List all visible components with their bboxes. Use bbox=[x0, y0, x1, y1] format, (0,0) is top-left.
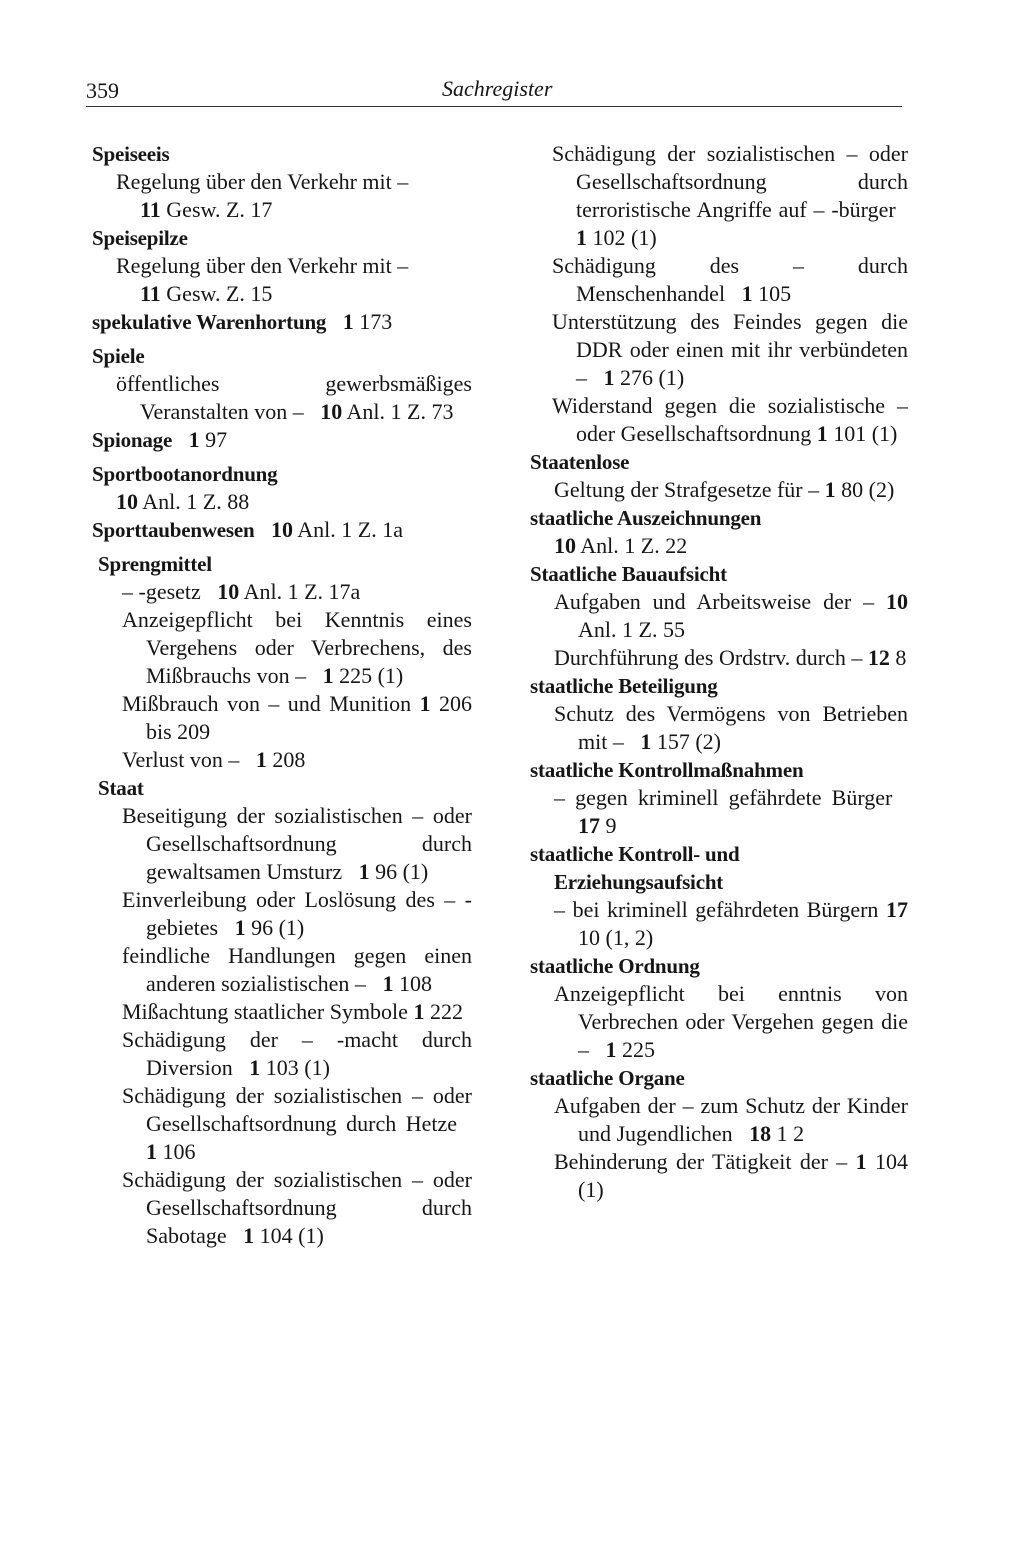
sub-entry bbox=[554, 980, 908, 1064]
entry-head: staatliche Auszeichnungen bbox=[530, 506, 762, 530]
sub-entry bbox=[554, 1148, 908, 1204]
entry-head: spekulative Warenhortung bbox=[92, 310, 327, 334]
right-column bbox=[530, 140, 908, 1204]
entry-text: – bei kriminell gefährdeten Bürgern bbox=[554, 897, 879, 922]
index-entry bbox=[530, 672, 908, 756]
sub-entry bbox=[122, 606, 472, 690]
sub-entry bbox=[552, 252, 908, 308]
sub-entry bbox=[554, 896, 908, 952]
reference-number: 1 bbox=[382, 971, 394, 996]
entry-text: 108 bbox=[393, 971, 432, 996]
entry-head: staatliche Kontrollmaßnahmen bbox=[530, 758, 804, 782]
entry-text: Anl. 1 Z. 55 bbox=[578, 617, 685, 642]
index-entry bbox=[98, 774, 472, 1250]
entry-text: Schädigung der sozialistischen – oder Gesellschaftsordnung durch terroristische Angriffe auf – -bürger bbox=[552, 141, 908, 222]
index-entry bbox=[92, 224, 472, 308]
reference-number: 1 bbox=[816, 421, 828, 446]
entry-text: Unterstützung des Feindes gegen die DDR oder einen mit ihr verbündeten – bbox=[552, 309, 908, 390]
sub-entry bbox=[122, 690, 472, 746]
left-column bbox=[92, 140, 472, 1250]
index-entry bbox=[98, 550, 472, 774]
entry-head: staatliche Organe bbox=[530, 1066, 685, 1090]
index-entry bbox=[92, 140, 472, 224]
sub-entry bbox=[122, 998, 472, 1026]
entry-head: staatliche Beteiligung bbox=[530, 674, 718, 698]
sub-entry bbox=[554, 476, 908, 504]
page-header bbox=[86, 74, 902, 107]
entry-text: Mißachtung staatlicher Symbole bbox=[122, 999, 408, 1024]
entry-head: Staat bbox=[98, 776, 144, 800]
index-entry bbox=[92, 342, 472, 426]
reference-number: 1 bbox=[576, 225, 587, 250]
sub-entry bbox=[554, 700, 908, 756]
reference-number: 1 bbox=[640, 729, 652, 754]
index-entry bbox=[528, 140, 908, 448]
entry-head: Speisepilze bbox=[92, 226, 188, 250]
entry-text: Mißbrauch von – und Munition bbox=[122, 691, 412, 716]
entry-head: Spionage bbox=[92, 428, 173, 452]
reference-number: 1 bbox=[322, 663, 334, 688]
sub-entry bbox=[116, 488, 472, 516]
entry-text: 9 bbox=[600, 813, 617, 838]
entry-text: Schädigung der – -macht durch Diversion bbox=[122, 1027, 472, 1080]
reference-number: 10 bbox=[320, 399, 343, 424]
sub-entry bbox=[122, 802, 472, 886]
entry-head: Spiele bbox=[92, 344, 145, 368]
entry-text: 106 bbox=[157, 1139, 196, 1164]
entry-head: Sporttaubenwesen bbox=[92, 518, 255, 542]
reference-number: 10 bbox=[270, 517, 293, 542]
index-entry bbox=[530, 1064, 908, 1204]
entry-text: Schädigung der sozialistischen – oder Gesellschaftsordnung durch Hetze bbox=[122, 1083, 472, 1136]
index-entry bbox=[92, 460, 472, 516]
sub-entry bbox=[554, 532, 908, 560]
sub-entry bbox=[554, 1092, 908, 1148]
entry-text: Geltung der Strafgesetze für – bbox=[554, 477, 820, 502]
sub-entry bbox=[116, 168, 472, 224]
reference-number: 10 bbox=[886, 589, 908, 614]
entry-text: öffentliches gewerbsmäßiges Veranstalten von – bbox=[116, 371, 472, 424]
reference-number: 1 bbox=[243, 1223, 255, 1248]
entry-text: Gesw. Z. 17 bbox=[160, 197, 273, 222]
sub-entry bbox=[122, 746, 472, 774]
entry-text: – -gesetz bbox=[122, 579, 201, 604]
entry-text: 102 (1) bbox=[587, 225, 657, 250]
entry-text: Anl. 1 Z. 73 bbox=[342, 399, 454, 424]
entry-text: 10 (1, 2) bbox=[578, 925, 654, 950]
entry-text: 104 (1) bbox=[254, 1223, 324, 1248]
entry-text: 96 (1) bbox=[369, 859, 429, 884]
sub-entry bbox=[122, 886, 472, 942]
entry-text: 101 (1) bbox=[827, 421, 898, 446]
entry-head: Sportbootanordnung bbox=[92, 462, 278, 486]
reference-number: 17 bbox=[886, 897, 909, 922]
entry-text: Beseitigung der sozialistischen – oder Gesellschaftsordnung durch gewaltsamen Umsturz bbox=[122, 803, 472, 884]
entry-text: Anl. 1 Z. 88 bbox=[138, 489, 250, 514]
index-entry bbox=[530, 504, 908, 560]
entry-head: Speiseeis bbox=[92, 142, 170, 166]
index-entry bbox=[92, 308, 472, 336]
entry-head: Sprengmittel bbox=[98, 552, 212, 576]
entry-text: Schädigung der sozialistischen – oder Gesellschaftsordnung durch Sabotage bbox=[122, 1167, 472, 1248]
reference-number: 10 bbox=[116, 489, 138, 514]
reference-number: 1 bbox=[234, 915, 246, 940]
sub-entry bbox=[554, 644, 908, 672]
entry-text: 1 2 bbox=[771, 1121, 805, 1146]
entry-text: Regelung über den Verkehr mit – bbox=[116, 169, 409, 194]
entry-text: Regelung über den Verkehr mit – bbox=[116, 253, 409, 278]
entry-text: Aufgaben und Arbeitsweise der – bbox=[554, 589, 875, 614]
reference-number: 1 bbox=[855, 1149, 867, 1174]
entry-text: Widerstand gegen die sozialistische – oder Gesellschaftsordnung bbox=[552, 393, 908, 446]
running-title: Sachregister bbox=[442, 76, 553, 101]
entry-text: Behinderung der Tätigkeit der – bbox=[554, 1149, 848, 1174]
entry-head: staatliche Kontroll- und Erziehungsaufsicht bbox=[530, 842, 740, 894]
reference-number: 1 bbox=[146, 1139, 157, 1164]
entry-text: 96 (1) bbox=[245, 915, 305, 940]
entry-text: 105 bbox=[752, 281, 792, 306]
entry-text: Aufgaben der – zum Schutz der Kinder und Jugendlichen bbox=[554, 1093, 908, 1146]
index-entry bbox=[92, 516, 472, 544]
index-entry bbox=[530, 560, 908, 672]
sub-entry bbox=[554, 588, 908, 644]
entry-text: 97 bbox=[199, 427, 228, 452]
sub-entry bbox=[552, 308, 908, 392]
entry-text: 8 bbox=[889, 645, 907, 670]
sub-entry bbox=[116, 252, 472, 308]
entry-text: 104 (1) bbox=[578, 1149, 908, 1202]
entry-text: 206 bis 209 bbox=[146, 691, 473, 744]
index-entry bbox=[530, 952, 908, 1064]
entry-head: staatliche Ordnung bbox=[530, 954, 700, 978]
entry-text: 157 (2) bbox=[651, 729, 721, 754]
reference-number: 1 bbox=[342, 309, 354, 334]
reference-number: 17 bbox=[578, 813, 600, 838]
index-entry bbox=[530, 840, 908, 952]
sub-entry bbox=[116, 370, 472, 426]
reference-number: 1 bbox=[255, 747, 267, 772]
entry-head: Staatliche Bauaufsicht bbox=[530, 562, 727, 586]
reference-number: 1 bbox=[358, 859, 370, 884]
reference-number: 11 bbox=[140, 281, 161, 306]
reference-number: 12 bbox=[867, 645, 890, 670]
reference-number: 11 bbox=[140, 197, 161, 222]
sub-entry bbox=[122, 1166, 472, 1250]
entry-text: Schädigung des – durch Menschenhandel bbox=[552, 253, 908, 306]
entry-text: 222 bbox=[424, 999, 463, 1024]
reference-number: 10 bbox=[554, 533, 576, 558]
reference-number: 1 bbox=[605, 1037, 617, 1062]
entry-text: Anl. 1 Z. 1a bbox=[292, 517, 403, 542]
entry-text: Gesw. Z. 15 bbox=[160, 281, 273, 306]
entry-head: Staatenlose bbox=[530, 450, 630, 474]
reference-number: 1 bbox=[741, 281, 753, 306]
entry-text: Anzeigepflicht bei Kenntnis eines Vergehens oder Verbrechens, des Mißbrauchs von – bbox=[122, 607, 472, 688]
entry-text: Anzeigepflicht bei enntnis von Verbrechen oder Vergehen gegen die – bbox=[554, 981, 908, 1062]
entry-text: 225 bbox=[616, 1037, 655, 1062]
reference-number: 1 bbox=[824, 477, 836, 502]
sub-entry bbox=[552, 140, 908, 252]
entry-text: Anl. 1 Z. 22 bbox=[576, 533, 688, 558]
reference-number: 1 bbox=[249, 1055, 261, 1080]
reference-number: 1 bbox=[419, 691, 431, 716]
index-entry bbox=[92, 426, 472, 454]
sub-entry bbox=[122, 1026, 472, 1082]
index-entry bbox=[530, 448, 908, 504]
index-entry bbox=[530, 756, 908, 840]
reference-number: 18 bbox=[749, 1121, 772, 1146]
reference-number: 10 bbox=[217, 579, 240, 604]
reference-number: 1 bbox=[413, 999, 425, 1024]
entry-text: 80 (2) bbox=[835, 477, 895, 502]
entry-text: 208 bbox=[266, 747, 306, 772]
entry-text: 225 (1) bbox=[333, 663, 404, 688]
entry-text: Einverleibung oder Loslösung des – -gebietes bbox=[122, 887, 472, 940]
sub-entry bbox=[554, 784, 908, 840]
sub-entry bbox=[122, 578, 472, 606]
reference-number: 1 bbox=[603, 365, 615, 390]
sub-entry bbox=[122, 1082, 472, 1166]
entry-text: feindliche Handlungen gegen einen anderen sozialistischen – bbox=[122, 943, 472, 996]
entry-text: 103 (1) bbox=[260, 1055, 330, 1080]
entry-text: Schutz des Vermögens von Betrieben mit – bbox=[554, 701, 908, 754]
entry-text: Durchführung des Ordstrv. durch – bbox=[554, 645, 863, 670]
sub-entry bbox=[122, 942, 472, 998]
page-number: 359 bbox=[86, 78, 119, 103]
reference-number: 1 bbox=[188, 427, 200, 452]
entry-text: Verlust von – bbox=[122, 747, 240, 772]
entry-text: – gegen kriminell gefährdete Bürger bbox=[554, 785, 893, 810]
entry-text: 173 bbox=[353, 309, 393, 334]
sub-entry bbox=[552, 392, 908, 448]
entry-text: Anl. 1 Z. 17a bbox=[239, 579, 361, 604]
entry-text: 276 (1) bbox=[614, 365, 685, 390]
